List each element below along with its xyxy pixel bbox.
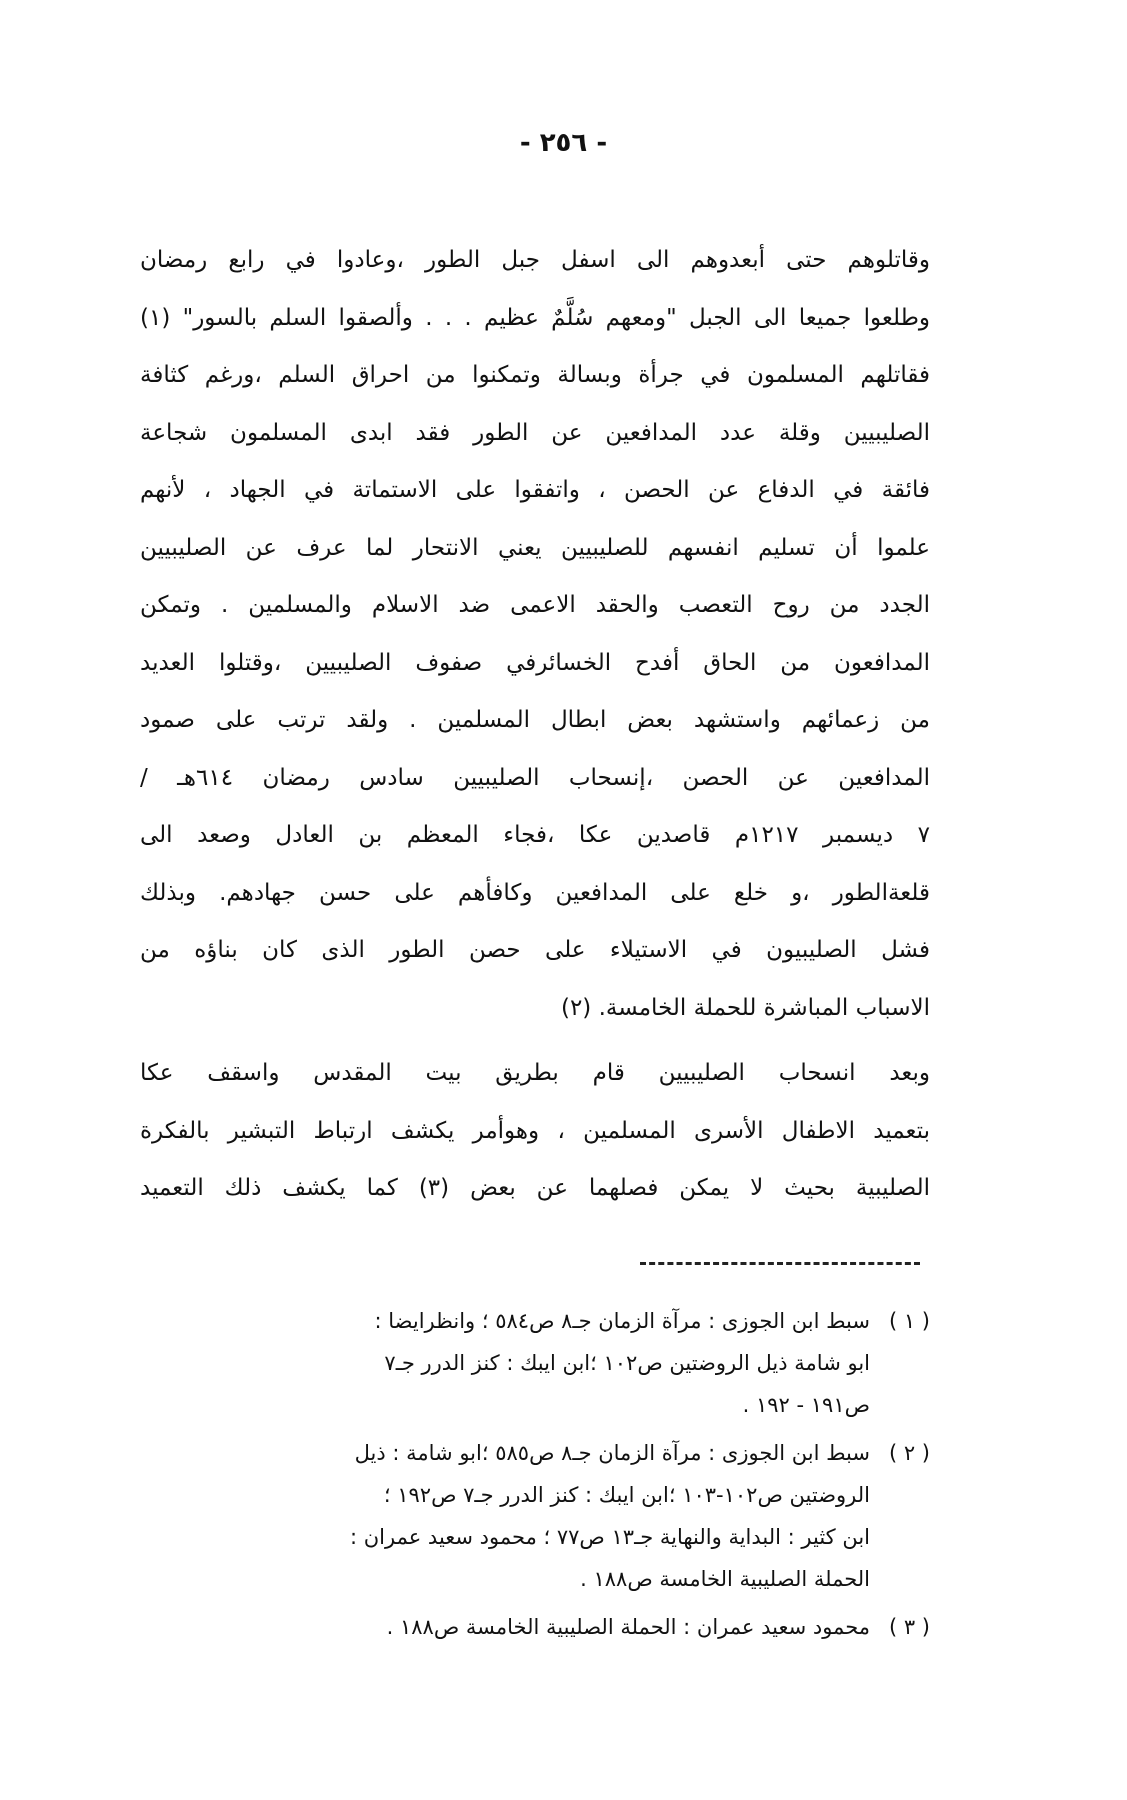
footnote-line: سبط ابن الجوزى : مرآة الزمان جـ٨ ص٥٨٤ ؛ وانظرايضا :	[374, 1309, 870, 1333]
footnote-line: سبط ابن الجوزى : مرآة الزمان جـ٨ ص٥٨٥ ؛ابو شامة : ذيل	[354, 1441, 870, 1465]
page-number: - ٢٥٦ -	[519, 128, 608, 158]
text-line: الصليبيين وقلة عدد المدافعين عن الطور فقد ابدى المسلمون شجاعة	[140, 419, 930, 446]
main-text	[140, 232, 930, 1218]
footnotes	[120, 1300, 930, 1654]
text-line: الاسباب المباشرة للحملة الخامسة. (٢)	[560, 994, 930, 1021]
footnote-line: ابن كثير : البداية والنهاية جـ١٣ ص٧٧ ؛ محمود سعيد عمران :	[349, 1525, 870, 1549]
text-line: الجدد من روح التعصب والحقد الاعمى ضد الاسلام والمسلمين . وتمكن	[140, 592, 930, 618]
footnote-line: محمود سعيد عمران : الحملة الصليبية الخامسة ص١٨٨ .	[386, 1615, 870, 1639]
footnote-number: ( ٢ )	[888, 1441, 930, 1465]
footnote-1	[120, 1300, 930, 1426]
text-line: المدافعون من الحاق أفدح الخسائرفي صفوف الصليبيين ،وقتلوا العديد	[140, 649, 930, 676]
footnote-body	[120, 1606, 870, 1648]
footnote-2	[120, 1432, 930, 1600]
text-line: قلعةالطور ،و خلع على المدافعين وكافأهم على حسن جهادهم. وبذلك	[140, 879, 930, 906]
footnote-line: ابو شامة ذيل الروضتين ص١٠٢ ؛ابن ايبك : كنز الدرر جـ٧	[384, 1351, 870, 1375]
footnote-line: الروضتين ص١٠٢-١٠٣ ؛ابن ايبك : كنز الدرر جـ٧ ص١٩٢ ؛	[383, 1483, 870, 1507]
text-line: وقاتلوهم حتى أبعدوهم الى اسفل جبل الطور ،وعادوا في رابع رمضان	[140, 247, 930, 273]
footnote-number: ( ١ )	[888, 1309, 930, 1333]
paragraph-gap	[140, 1037, 930, 1045]
text-line: وطلعوا جميعا الى الجبل "ومعهم سُلَّمٌ عظيم . . . وألصقوا السلم بالسور" (١)	[140, 304, 930, 331]
text-line: فائقة في الدفاع عن الحصن ، واتفقوا على الاستماتة في الجهاد ، لأنهم	[140, 477, 930, 503]
text-line: فقاتلهم المسلمون في جرأة وبسالة وتمكنوا من احراق السلم ،ورغم كثافة	[140, 362, 930, 388]
footnote-body	[120, 1300, 870, 1426]
footnote-separator	[640, 1262, 920, 1265]
footnote-3	[120, 1606, 930, 1648]
text-line: بتعميد الاطفال الأسرى المسلمين ، وهوأمر يكشف ارتباط التبشير بالفكرة	[140, 1117, 930, 1144]
text-line: الصليبية بحيث لا يمكن فصلهما عن بعض (٣) كما يكشف ذلك التعميد	[140, 1175, 930, 1201]
text-line: ٧ ديسمبر ١٢١٧م قاصدين عكا ،فجاء المعظم بن العادل وصعد الى	[140, 822, 930, 848]
text-line: المدافعين عن الحصن ،إنسحاب الصليبيين سادس رمضان ٦١٤هـ /	[140, 764, 930, 791]
text-line: من زعمائهم واستشهد بعض ابطال المسلمين . ولقد ترتب على صمود	[140, 707, 930, 733]
footnote-line: ص١٩١ - ١٩٢ .	[742, 1393, 870, 1417]
footnote-body	[120, 1432, 870, 1600]
footnote-line: الحملة الصليبية الخامسة ص١٨٨ .	[580, 1567, 870, 1591]
text-line: وبعد انسحاب الصليبيين قام بطريق بيت المقدس واسقف عكا	[140, 1060, 930, 1086]
text-line: علموا أن تسليم انفسهم للصليبيين يعني الانتحار لما عرف عن الصليبيين	[140, 534, 930, 561]
footnote-number: ( ٣ )	[888, 1615, 930, 1639]
text-line: فشل الصليبيون في الاستيلاء على حصن الطور الذى كان بناؤه من	[140, 937, 930, 963]
